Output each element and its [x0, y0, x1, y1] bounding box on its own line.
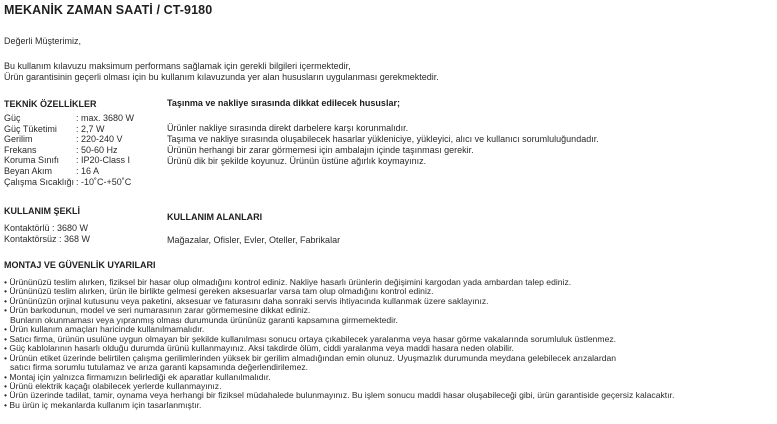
tech-spec-table [4, 113, 134, 187]
spec-label: Koruma Sınıfı [4, 155, 60, 166]
spec-row [4, 124, 134, 135]
transport-line-4: Ürünü dik bir şekilde koyunuz. Ürünün üstüne ağırlık koymayınız. [167, 156, 427, 166]
spec-label: Çalışma Sıcaklığı [4, 176, 75, 187]
spec-value: : -10˚C-+50˚C [76, 176, 132, 187]
intro-line-2: Ürün garantisinin geçerli olması için bu kullanım kılavuzunda yer alan hususların uygulanması gerekmektedir. [4, 72, 439, 82]
spec-label: Frekans [4, 144, 37, 155]
list-item: • Güç kablolarının hasarlı olduğu durumda ürünü kullanmayınız. Aksi takdirde ölüm, ciddi yaralanma veya maddi hasara neden olabilir. [4, 343, 514, 354]
list-item: • Ürün üzerinde tadilat, tamir, oynama veya herhangi bir fiziksel müdahalede bulunmayınız. Bu işlem sonucu maddi hasar oluşabileceği gibi, ürün garantiside geçersiz kalacaktır. [4, 390, 675, 401]
list-item: • Ürününüzü teslim alırken, fiziksel bir hasar olup olmadığını kontrol ediniz. Nakliye hasarlı ürünlerin değişimini kargodan yada ambardan talep ediniz. [4, 277, 572, 287]
transport-line-2: Taşıma ve nakliye sırasında oluşabilecek hasarlar yükleniciye, yükleyici, alıcı ve kullanıcı sorumluluğundadır. [167, 134, 599, 144]
intro-line-1: Bu kullanım kılavuzu maksimum performans sağlamak için gerekli bilgileri içermektedir, [4, 61, 351, 71]
tech-heading: TEKNİK ÖZELLİKLER [4, 99, 97, 109]
list-item: • Ürün kullanım amaçları haricinde kullanılmamalıdır. [4, 324, 205, 335]
list-item: • Ürünün etiket üzerinde belirtilen çalışma gerilimlerinden yüksek bir gerilim almadığından emin olunuz. Uyuşmazlık durumunda meydana gelebilecek arızalardan [4, 352, 617, 363]
usage-type-row-2: Kontaktörsüz : 368 W [4, 234, 91, 244]
document-title: MEKANİK ZAMAN SAATİ / CT-9180 [4, 3, 213, 17]
list-item: • Ürününüzü teslim alırken, ürün ile birlikte gelmesi gereken aksesuarlar varsa tam olup olmadığını kontrol ediniz. [4, 286, 434, 297]
list-item: • Ürün barkodunun, model ve seri numarasının zarar görmemesine dikkat ediniz. [4, 305, 311, 316]
transport-line-3: Ürünün herhangi bir zarar görmemesi için ambalajın içinde taşınması gerekir. [167, 145, 474, 155]
spec-label: Güç Tüketimi [4, 123, 57, 134]
spec-value: : 50-60 Hz [76, 144, 118, 155]
usage-areas-heading: KULLANIM ALANLARI [167, 212, 263, 222]
spec-value: : max. 3680 W [76, 113, 135, 123]
list-item: • Montaj için yalnızca firmamızın belirlediği ek aparatlar kullanılmalıdır. [4, 371, 271, 382]
spec-label: Beyan Akım [4, 165, 53, 176]
usage-type-heading: KULLANIM ŞEKLİ [4, 206, 80, 216]
list-item: Bunların okunmaması veya yıpranmış olması durumunda ürününüz garanti kapsamına girmemektedir. [10, 314, 398, 325]
list-item: • Ürününüzün orjinal kutusunu veya paketini, aksesuar ve faturasını daha sonraki servis ihtiyacında kullanmak üzere saklayınız. [4, 295, 489, 306]
spec-row [4, 113, 134, 124]
list-item: satıcı firma sorumlu tutulamaz ve arıza garanti kapsamında değerlendirilemez. [10, 362, 309, 373]
spec-row [4, 134, 134, 145]
transport-heading: Taşınma ve nakliye sırasında dikkat edilecek hususlar; [167, 98, 400, 108]
spec-label: Güç [4, 113, 21, 123]
usage-areas-text: Mağazalar, Ofisler, Evler, Oteller, Fabrikalar [167, 235, 341, 245]
spec-row [4, 155, 134, 166]
spec-value: : 220-240 V [76, 134, 123, 145]
list-item: • Bu ürün iç mekanlarda kullanım için tasarlanmıştır. [4, 399, 202, 410]
warnings-list [4, 278, 674, 410]
spec-row [4, 145, 134, 156]
list-item: • Ürünü elektrik kaçağı olabilecek yerlerde kullanmayınız. [4, 380, 222, 391]
spec-row [4, 166, 134, 177]
list-item: • Satıcı firma, ürünün usulüne uygun olmayan bir şekilde kullanılması sonucu ortaya çıkabilecek yaralanma veya hasar görme vakalarında sorumluluk üstlenmez. [4, 333, 617, 344]
transport-line-1: Ürünler nakliye sırasında direkt darbelere karşı korunmalıdır. [167, 123, 409, 133]
spec-label: Gerilim [4, 134, 33, 145]
spec-row [4, 177, 134, 188]
warnings-heading: MONTAJ VE GÜVENLİK UYARILARI [4, 260, 156, 270]
usage-type-row-1: Kontaktörlü : 3680 W [4, 223, 89, 233]
spec-value: : 16 A [76, 165, 100, 176]
spec-value: : 2,7 W [76, 123, 105, 134]
greeting: Değerli Müşterimiz, [4, 36, 82, 46]
spec-value: : IP20-Class I [76, 155, 131, 166]
